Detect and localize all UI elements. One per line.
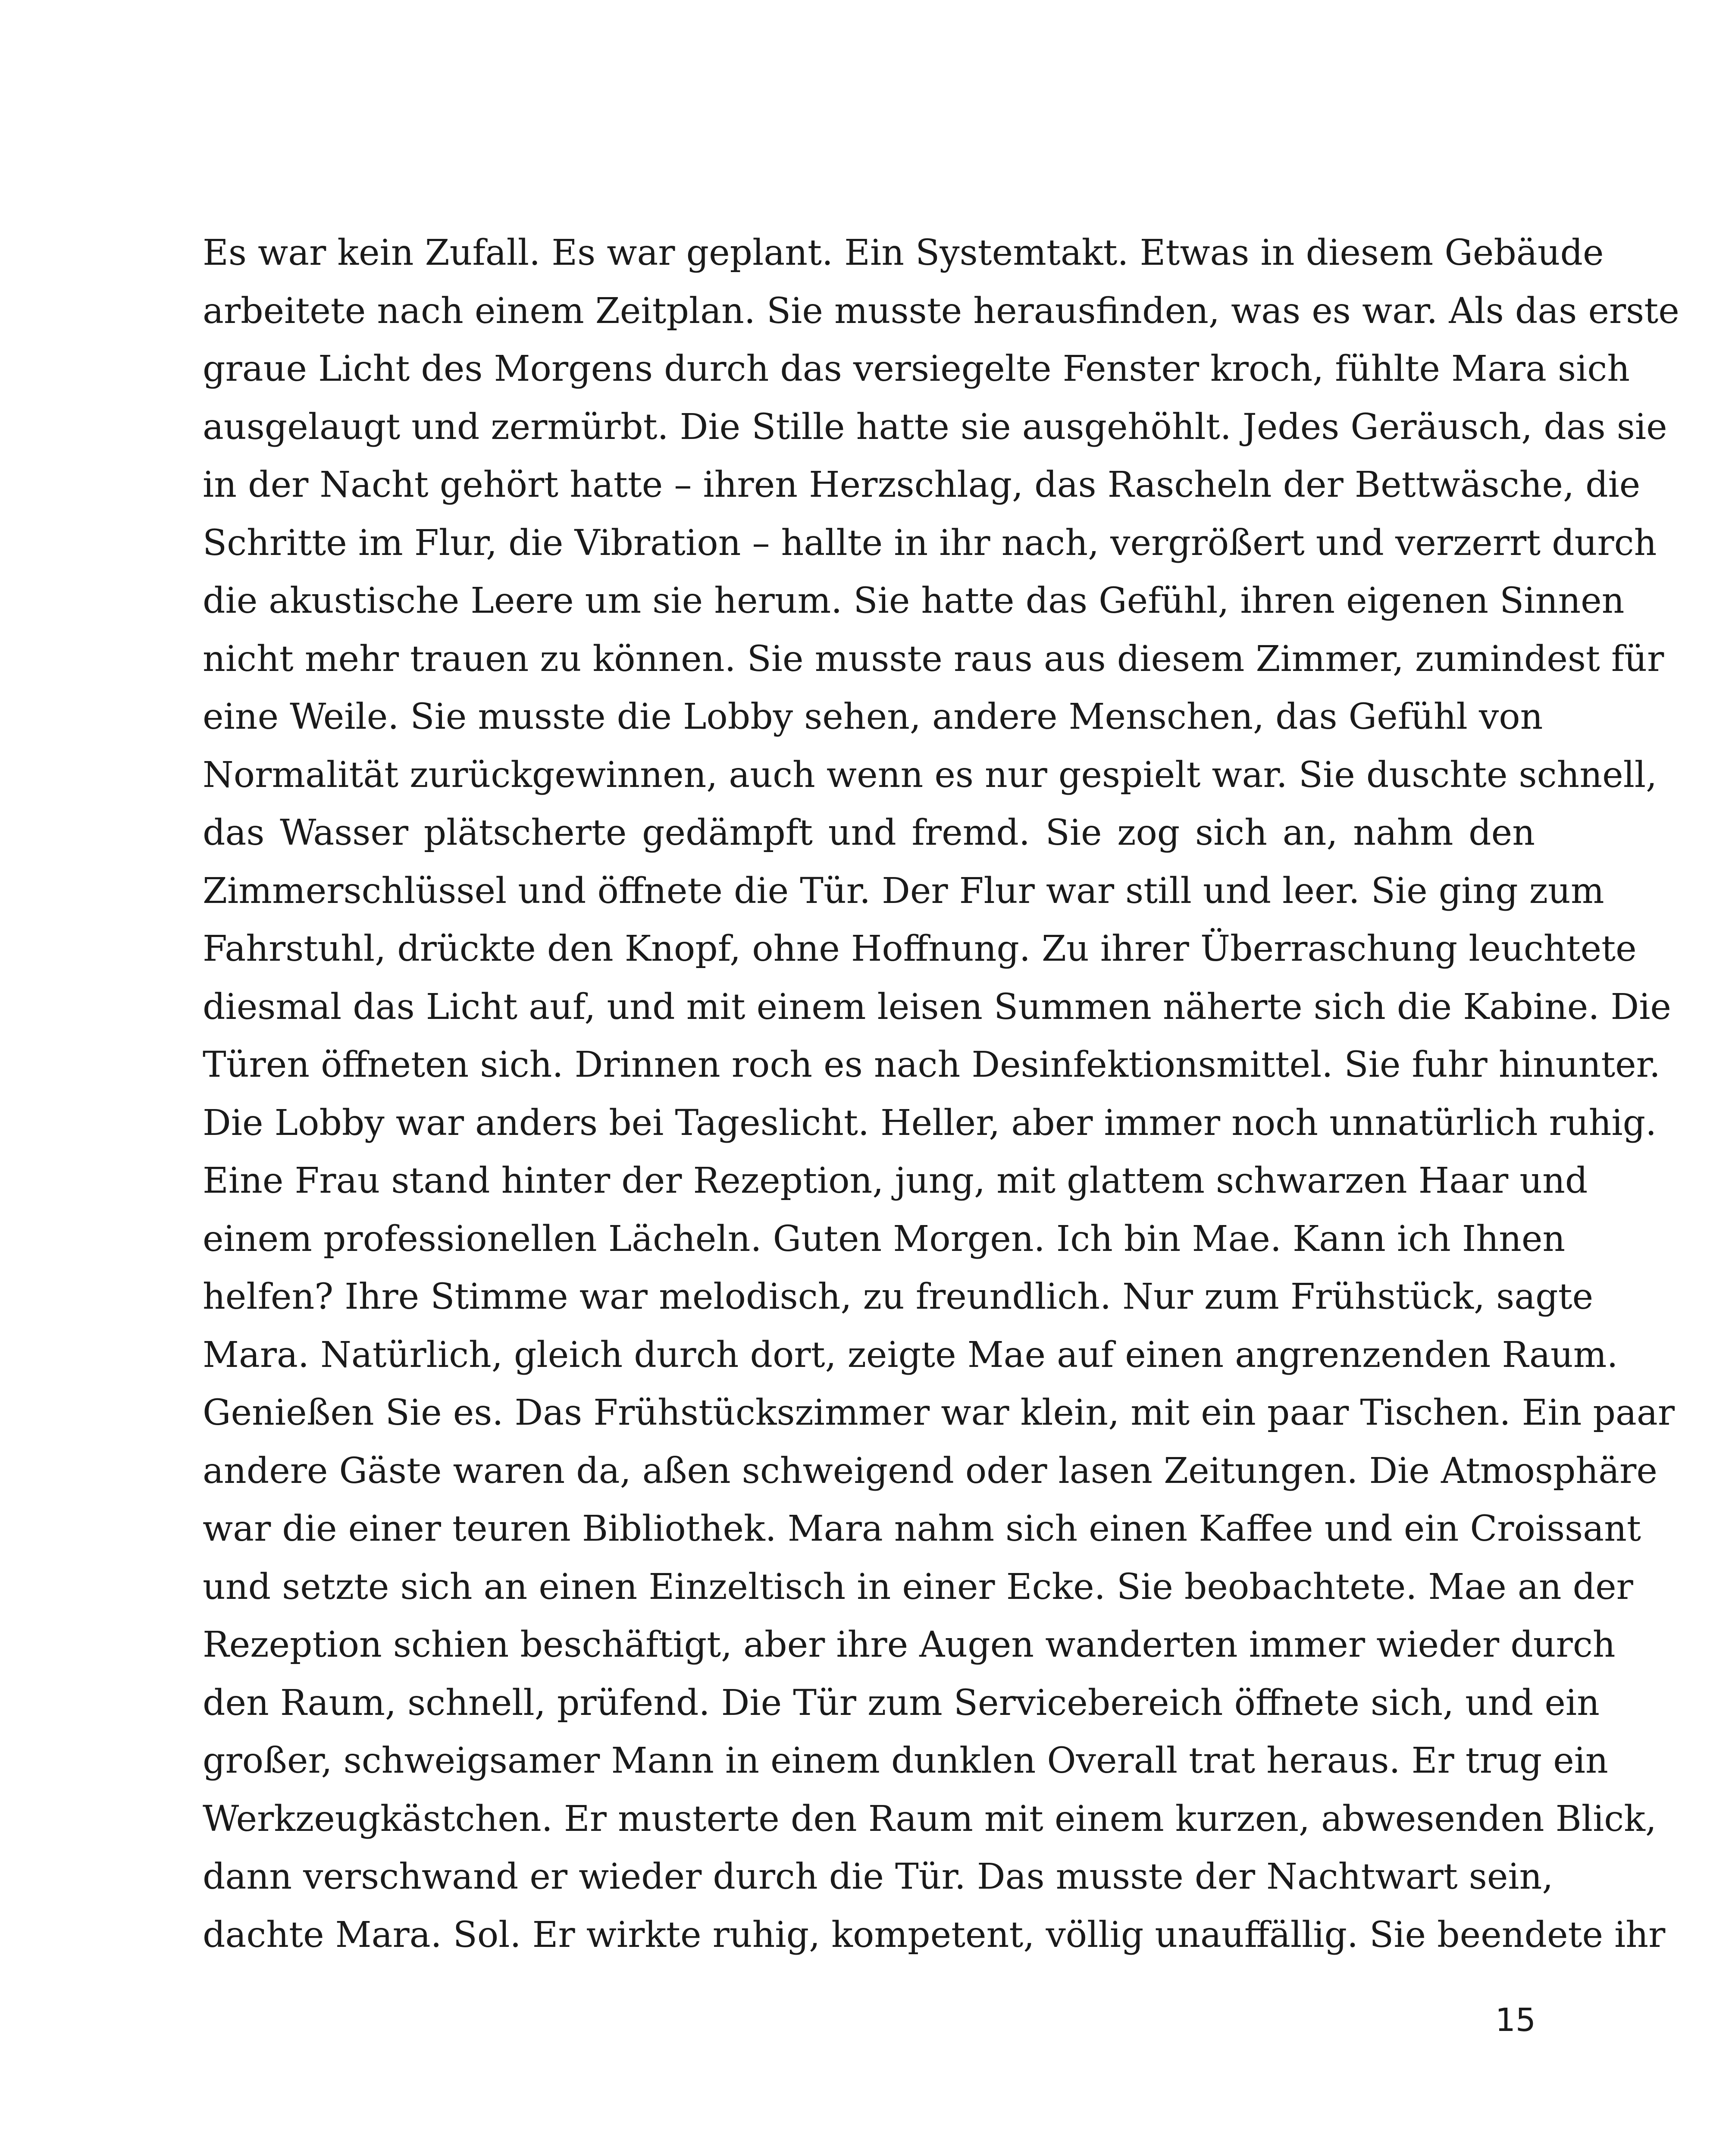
text-line: Die Lobby war anders bei Tageslicht. Heller, aber immer noch unnatürlich ruhig.	[203, 1102, 1657, 1144]
text-line: Normalität zurückgewinnen, auch wenn es nur gespielt war. Sie duschte schnell,	[203, 754, 1657, 796]
text-line: andere Gäste waren da, aßen schweigend oder lasen Zeitungen. Die Atmosphäre	[203, 1450, 1657, 1492]
text-line: Zimmerschlüssel und öffnete die Tür. Der Flur war still und leer. Sie ging zum	[203, 870, 1604, 912]
text-line: den Raum, schnell, prüfend. Die Tür zum Servicebereich öffnete sich, und ein	[203, 1682, 1600, 1724]
text-line: dann verschwand er wieder durch die Tür. Das musste der Nachtwart sein,	[203, 1856, 1553, 1897]
text-line: Rezeption schien beschäftigt, aber ihre Augen wanderten immer wieder durch	[203, 1624, 1616, 1665]
body-text	[203, 224, 1679, 1964]
text-line: helfen? Ihre Stimme war melodisch, zu freundlich. Nur zum Frühstück, sagte	[203, 1276, 1594, 1317]
text-line: war die einer teuren Bibliothek. Mara nahm sich einen Kaffee und ein Croissant	[203, 1508, 1641, 1549]
text-line: Mara. Natürlich, gleich durch dort, zeigte Mae auf einen angrenzenden Raum.	[203, 1334, 1618, 1376]
text-line: diesmal das Licht auf, und mit einem leisen Summen näherte sich die Kabine. Die	[203, 986, 1671, 1028]
text-line: Es war kein Zufall. Es war geplant. Ein Systemtakt. Etwas in diesem Gebäude	[203, 232, 1604, 273]
text-line: das Wasser plätscherte gedämpft und fremd. Sie zog sich an, nahm den	[203, 812, 1535, 853]
text-line: Fahrstuhl, drückte den Knopf, ohne Hoffnung. Zu ihrer Überraschung leuchtete	[203, 928, 1637, 969]
text-line: in der Nacht gehört hatte – ihren Herzschlag, das Rascheln der Bettwäsche, die	[203, 464, 1641, 505]
page-number: 15	[1495, 2002, 1536, 2039]
text-line: Eine Frau stand hinter der Rezeption, jung, mit glattem schwarzen Haar und	[203, 1160, 1588, 1201]
text-line: arbeitete nach einem Zeitplan. Sie musste herausfinden, was es war. Als das erste	[203, 290, 1679, 332]
text-line: einem professionellen Lächeln. Guten Morgen. Ich bin Mae. Kann ich Ihnen	[203, 1218, 1566, 1260]
text-line: die akustische Leere um sie herum. Sie hatte das Gefühl, ihren eigenen Sinnen	[203, 580, 1625, 621]
text-line: und setzte sich an einen Einzeltisch in einer Ecke. Sie beobachtete. Mae an der	[203, 1566, 1633, 1608]
text-line: eine Weile. Sie musste die Lobby sehen, andere Menschen, das Gefühl von	[203, 696, 1543, 737]
text-line: Werkzeugkästchen. Er musterte den Raum mit einem kurzen, abwesenden Blick,	[203, 1798, 1657, 1839]
text-line: Schritte im Flur, die Vibration – hallte in ihr nach, vergrößert und verzerrt durch	[203, 522, 1657, 564]
text-line: nicht mehr trauen zu können. Sie musste raus aus diesem Zimmer, zumindest für	[203, 638, 1664, 680]
text-line: Türen öffneten sich. Drinnen roch es nach Desinfektionsmittel. Sie fuhr hinunter.	[203, 1044, 1660, 1085]
text-line: graue Licht des Morgens durch das versiegelte Fenster kroch, fühlte Mara sich	[203, 348, 1630, 389]
text-line: ausgelaugt und zermürbt. Die Stille hatte sie ausgehöhlt. Jedes Geräusch, das sie	[203, 406, 1667, 448]
text-line: großer, schweigsamer Mann in einem dunklen Overall trat heraus. Er trug ein	[203, 1740, 1608, 1781]
text-line: dachte Mara. Sol. Er wirkte ruhig, kompetent, völlig unauffällig. Sie beendete ihr	[203, 1914, 1666, 1955]
text-line: Genießen Sie es. Das Frühstückszimmer war klein, mit ein paar Tischen. Ein paar	[203, 1392, 1675, 1433]
